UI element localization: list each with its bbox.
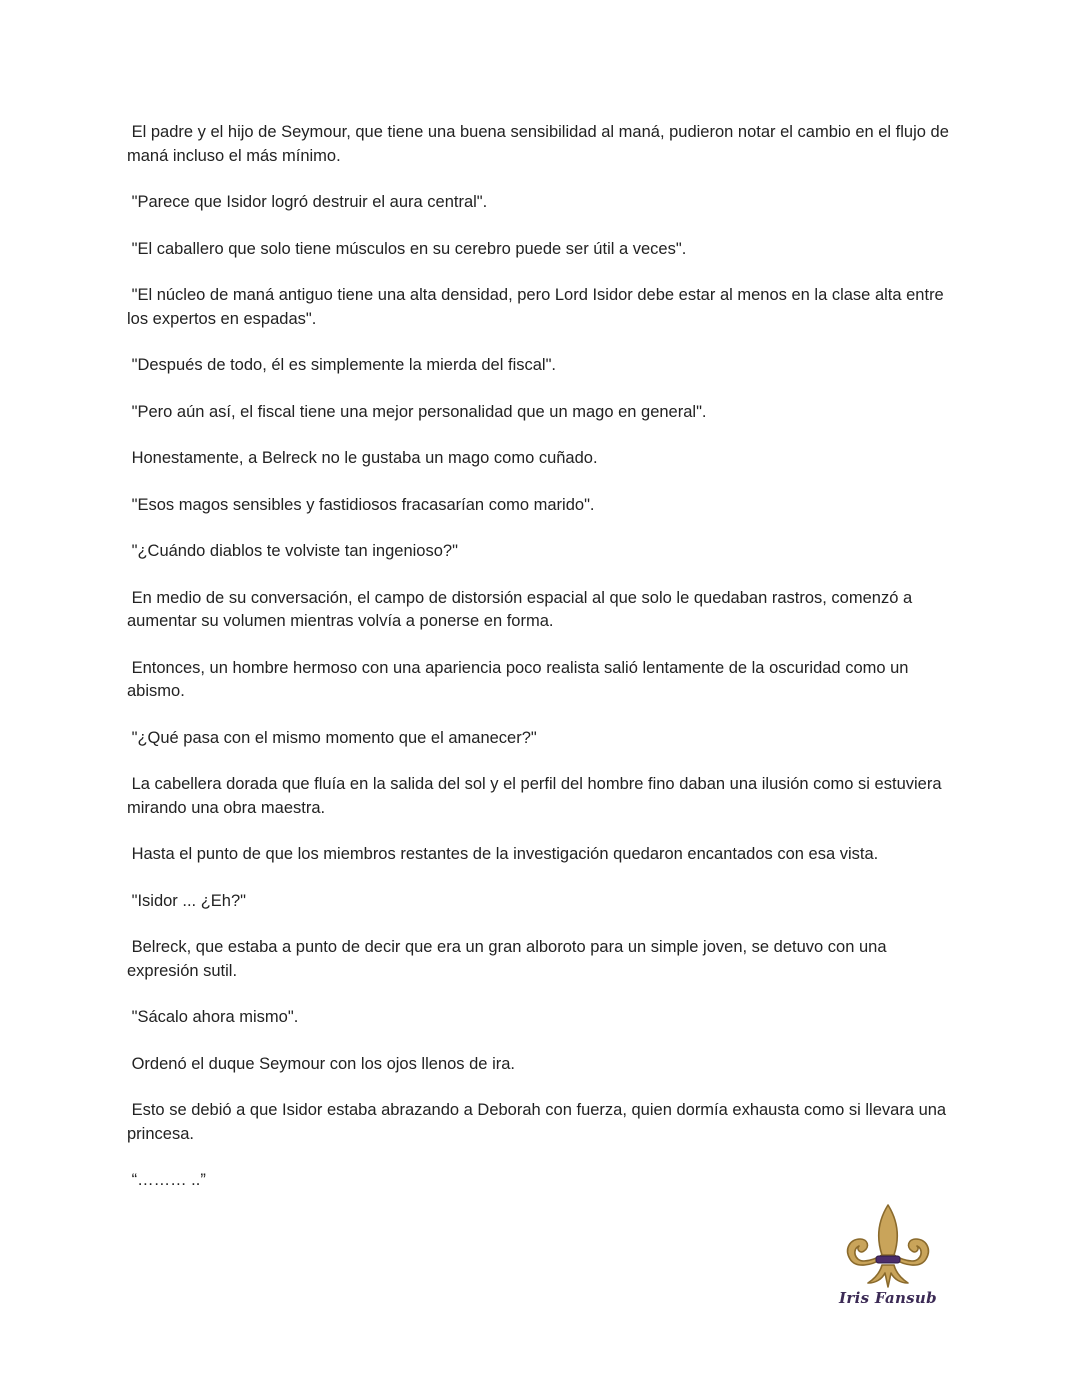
paragraph: "¿Qué pasa con el mismo momento que el amanecer?" [127, 728, 537, 747]
paragraph: "Después de todo, él es simplemente la mierda del fiscal". [127, 356, 557, 374]
paragraph: "¿Cuándo diablos te volviste tan ingenioso?" [127, 542, 458, 560]
paragraph: "El núcleo de maná antiguo tiene una alta densidad, pero Lord Isidor debe estar al menos en la clase alta entre los expertos en espadas". [127, 286, 949, 328]
paragraph: "Sácalo ahora mismo". [127, 1008, 299, 1026]
paragraph: Ordenó el duque Seymour con los ojos llenos de ira. [127, 1054, 515, 1073]
paragraph: Entonces, un hombre hermoso con una apariencia poco realista salió lentamente de la oscuridad como un abismo. [127, 658, 914, 700]
paragraph: "Pero aún así, el fiscal tiene una mejor personalidad que un mago en general". [127, 402, 707, 421]
paragraph: Esto se debió a que Isidor estaba abrazando a Deborah con fuerza, quien dormía exhausta como si llevara una princesa. [127, 1101, 951, 1143]
paragraph: "Esos magos sensibles y fastidiosos fracasarían como marido". [127, 495, 595, 514]
paragraph: Hasta el punto de que los miembros restantes de la investigación quedaron encantados con esa vista. [127, 845, 879, 863]
paragraph: En medio de su conversación, el campo de distorsión espacial al que solo le quedaban rastros, comenzó a aumentar su volumen mientras volvía a ponerse en forma. [127, 588, 917, 630]
paragraph: Honestamente, a Belreck no le gustaba un mago como cuñado. [127, 449, 598, 467]
paragraph: La cabellera dorada que fluía en la salida del sol y el perfil del hombre fino daban una ilusión como si estuviera mirando una obra maestra. [127, 775, 947, 817]
logo-text: Iris Fansub [839, 1289, 937, 1307]
iris-fansub-logo [838, 1203, 938, 1315]
paragraph: "El caballero que solo tiene músculos en su cerebro puede ser útil a veces". [127, 239, 687, 258]
paragraph: Belreck, que estaba a punto de decir que era un gran alboroto para un simple joven, se detuvo con una expresión sutil. [127, 938, 892, 980]
paragraph: “……… ..” [127, 1171, 206, 1189]
paragraph: "Isidor ... ¿Eh?" [127, 891, 247, 910]
paragraph: El padre y el hijo de Seymour, que tiene una buena sensibilidad al maná, pudieron notar el cambio en el flujo de maná incluso el más mínimo. [127, 123, 954, 165]
fleur-de-lis-icon [838, 1203, 938, 1289]
document-body [127, 121, 957, 1216]
paragraph: "Parece que Isidor logró destruir el aura central". [127, 193, 488, 211]
